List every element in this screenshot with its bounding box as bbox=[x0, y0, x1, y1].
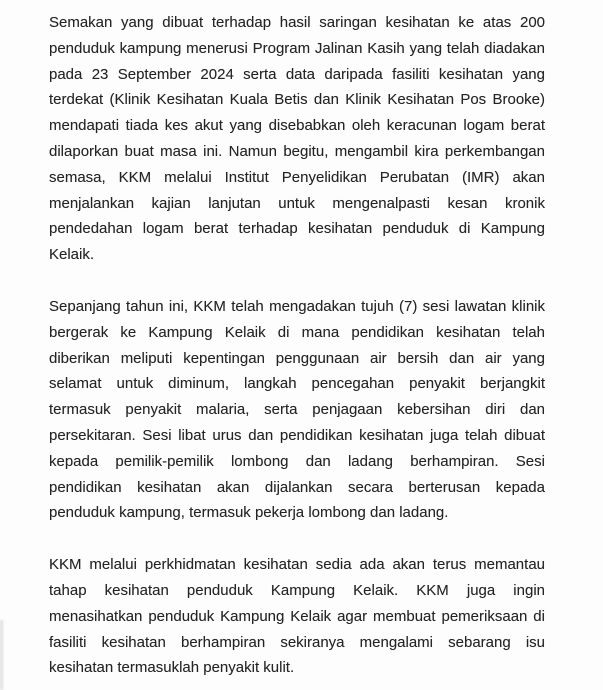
text-line: penduduk kampung menerusi Program Jalinan Kasih yang telah diadakan bbox=[49, 39, 545, 57]
paragraph bbox=[49, 294, 545, 526]
text-line: termasuk penyakit malaria, serta penjagaan kebersihan diri dan bbox=[49, 401, 545, 419]
paragraph bbox=[49, 10, 545, 268]
text-line: penduduk kampung, termasuk pekerja lombong dan ladang. bbox=[49, 504, 449, 522]
text-line: dilaporkan buat masa ini. Namun begitu, mengambil kira perkembangan bbox=[49, 142, 545, 160]
text-line: Kelaik. bbox=[49, 246, 95, 264]
text-line: pendedahan logam berat terhadap kesihatan penduduk di Kampung bbox=[49, 220, 545, 238]
text-line: Semakan yang dibuat terhadap hasil saringan kesihatan ke atas 200 bbox=[49, 14, 545, 31]
text-line: menasihatkan penduduk Kampung Kelaik agar membuat pemeriksaan di bbox=[49, 607, 545, 625]
text-block bbox=[49, 10, 545, 690]
text-line: kesihatan termasuklah penyakit kulit. bbox=[49, 659, 295, 677]
text-line: diberikan meliputi kepentingan penggunaan air bersih dan air yang bbox=[49, 349, 545, 367]
text-line: bergerak ke Kampung Kelaik di mana pendidikan kesihatan telah bbox=[49, 323, 545, 341]
text-line: tahap kesihatan penduduk Kampung Kelaik. KKM juga ingin bbox=[49, 581, 545, 599]
text-line: kepada pemilik-pemilik lombong dan ladang berhampiran. Sesi bbox=[49, 452, 545, 470]
text-line: selamat untuk diminum, langkah pencegahan penyakit berjangkit bbox=[49, 375, 545, 393]
text-line: pendidikan kesihatan akan dijalankan secara berterusan kepada bbox=[49, 478, 545, 496]
text-line: KKM melalui perkhidmatan kesihatan sedia ada akan terus memantau bbox=[49, 556, 545, 574]
text-line: mendapati tiada kes akut yang disebabkan oleh keracunan logam berat bbox=[49, 117, 545, 135]
text-line: fasiliti kesihatan berhampiran sekiranya mengalami sebarang isu bbox=[49, 633, 545, 651]
scan-artifact bbox=[0, 620, 3, 690]
text-line: Sepanjang tahun ini, KKM telah mengadakan tujuh (7) sesi lawatan klinik bbox=[49, 297, 545, 315]
text-line: pada 23 September 2024 serta data daripada fasiliti kesihatan yang bbox=[49, 65, 545, 83]
text-line: persekitaran. Sesi libat urus dan pendidikan kesihatan juga telah dibuat bbox=[49, 426, 545, 444]
paragraph bbox=[49, 552, 545, 681]
text-line: menjalankan kajian lanjutan untuk mengenalpasti kesan kronik bbox=[49, 194, 545, 212]
text-line: terdekat (Klinik Kesihatan Kuala Betis dan Klinik Kesihatan Pos Brooke) bbox=[49, 91, 545, 109]
text-line: semasa, KKM melalui Institut Penyelidikan Perubatan (IMR) akan bbox=[49, 168, 545, 186]
